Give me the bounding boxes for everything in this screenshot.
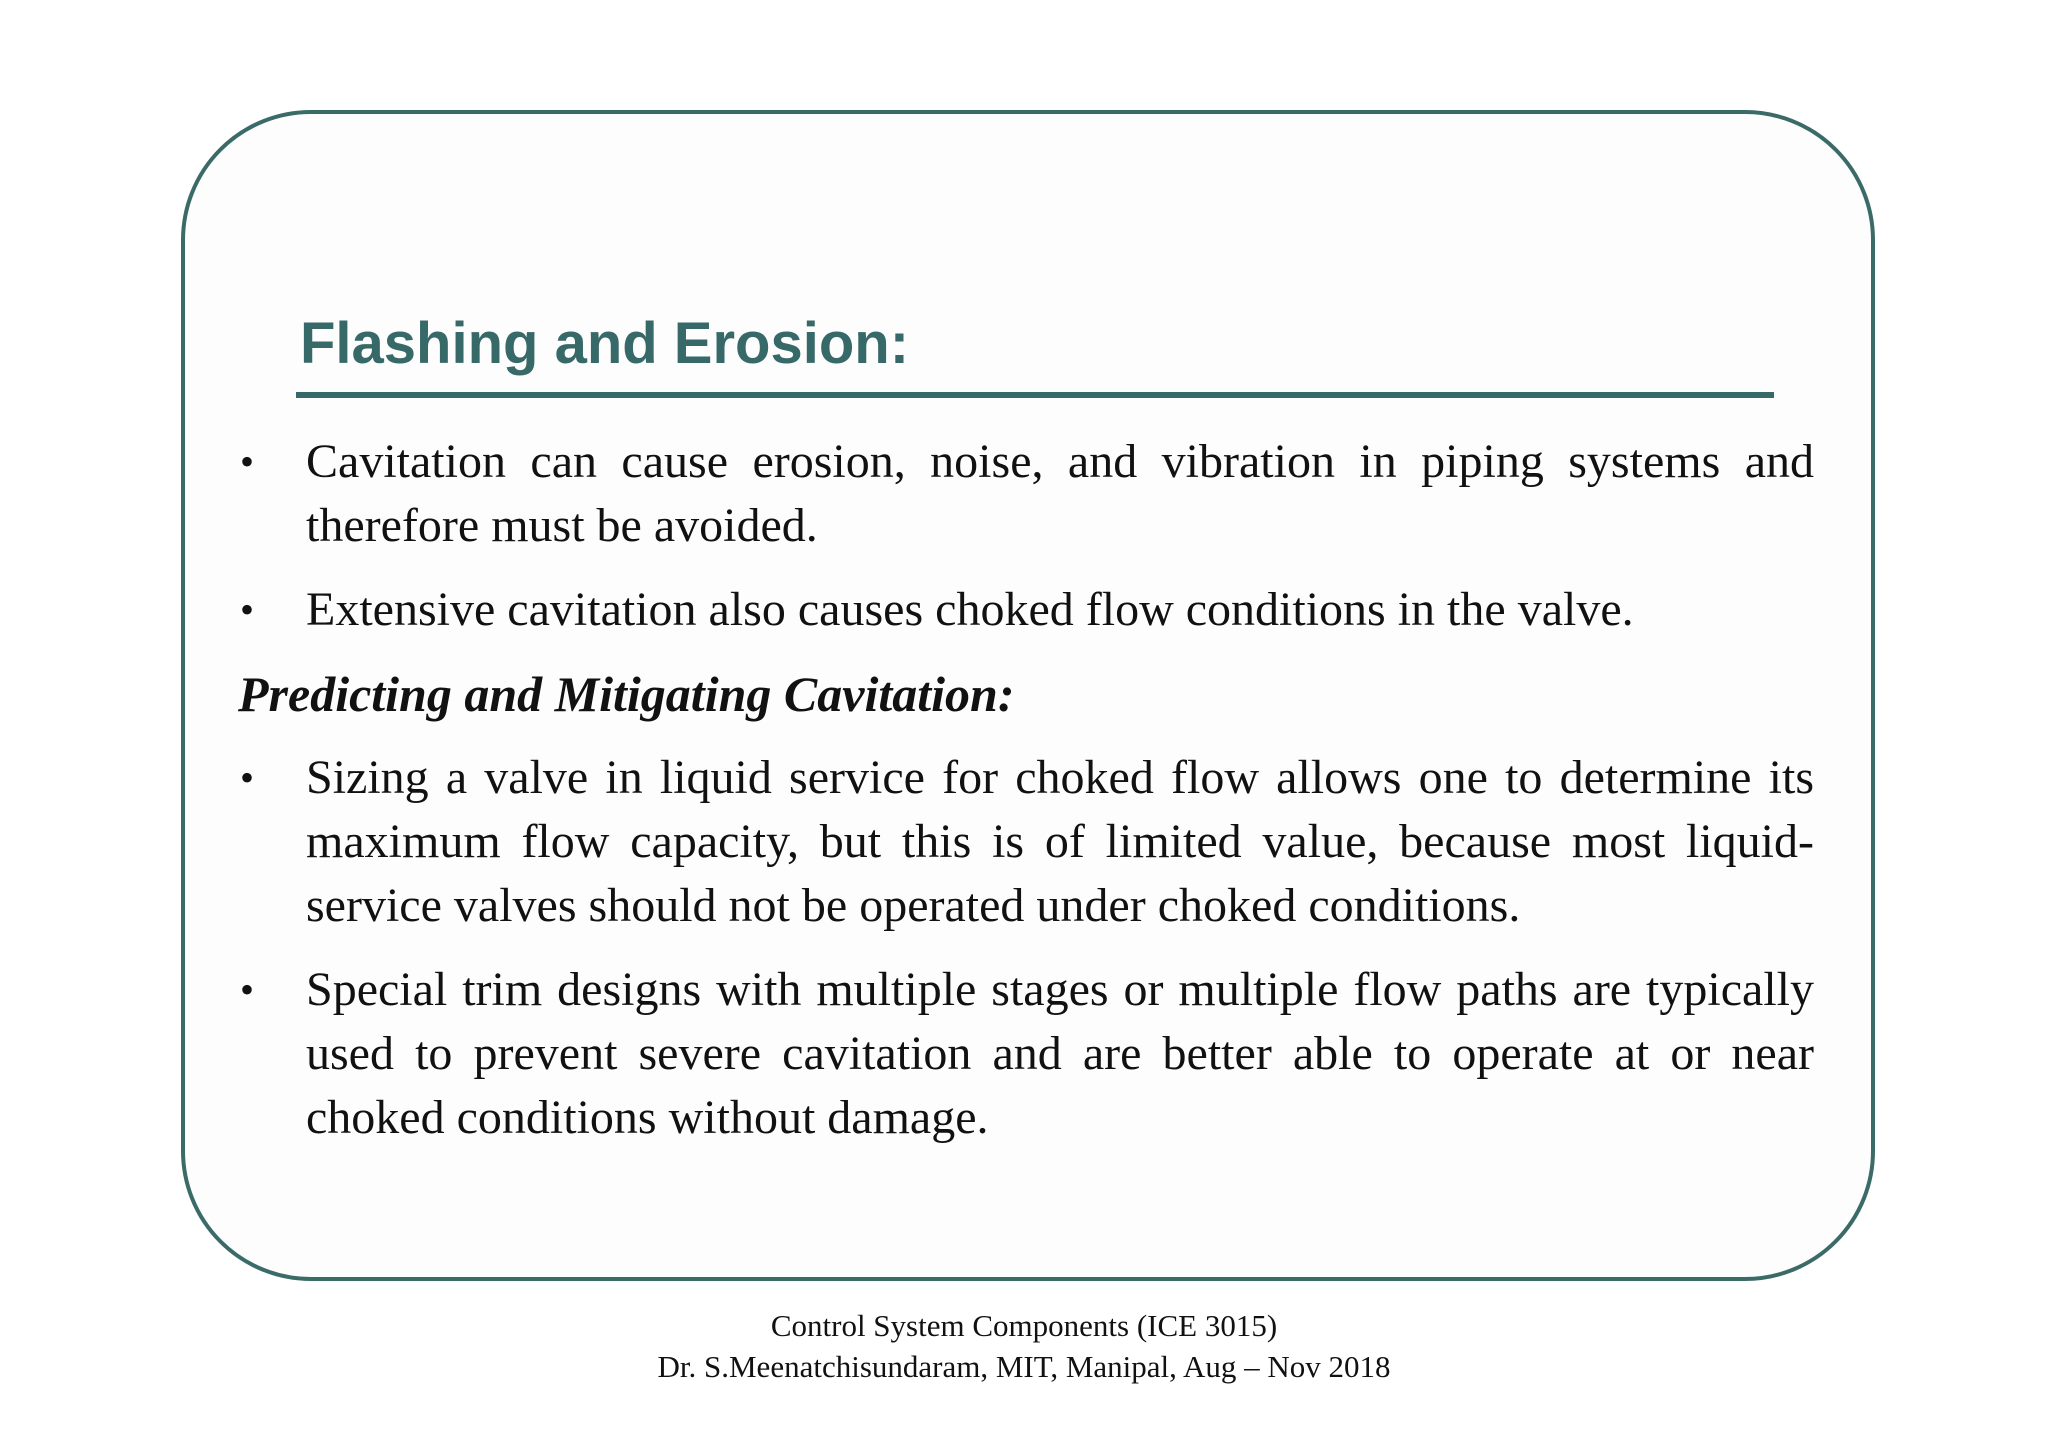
section-subheading: Predicting and Mitigating Cavitation: bbox=[238, 666, 1015, 722]
bullet-item bbox=[238, 430, 1814, 558]
footer-course: Control System Components (ICE 3015) bbox=[770, 1308, 1278, 1343]
slide-content bbox=[238, 430, 1814, 1170]
bullet-text: Sizing a valve in liquid service for choked flow allows one to determine its maximum flow capacity, but this is of limited value, because most liquid-service valves should not be operated under choked conditions. bbox=[306, 751, 1814, 932]
bullet-text: Cavitation can cause erosion, noise, and vibration in piping systems and therefore must be avoided. bbox=[306, 435, 1814, 552]
bullet-text: Extensive cavitation also causes choked flow conditions in the valve. bbox=[306, 583, 1634, 636]
bullet-dot-icon: • bbox=[240, 587, 255, 632]
bullet-text: Special trim designs with multiple stages or multiple flow paths are typically used to prevent severe cavitation and are better able to operate at or near choked conditions without damage. bbox=[306, 963, 1814, 1144]
title-underline bbox=[296, 392, 1774, 398]
bullet-dot-icon: • bbox=[240, 755, 255, 800]
bullet-item bbox=[238, 578, 1814, 642]
footer-author: Dr. S.Meenatchisundaram, MIT, Manipal, Aug – Nov 2018 bbox=[657, 1349, 1391, 1384]
bullet-dot-icon: • bbox=[240, 967, 255, 1012]
bullet-dot-icon: • bbox=[240, 439, 255, 484]
bullet-item bbox=[238, 958, 1814, 1150]
slide-title: Flashing and Erosion: bbox=[300, 311, 910, 376]
bullet-item bbox=[238, 746, 1814, 938]
